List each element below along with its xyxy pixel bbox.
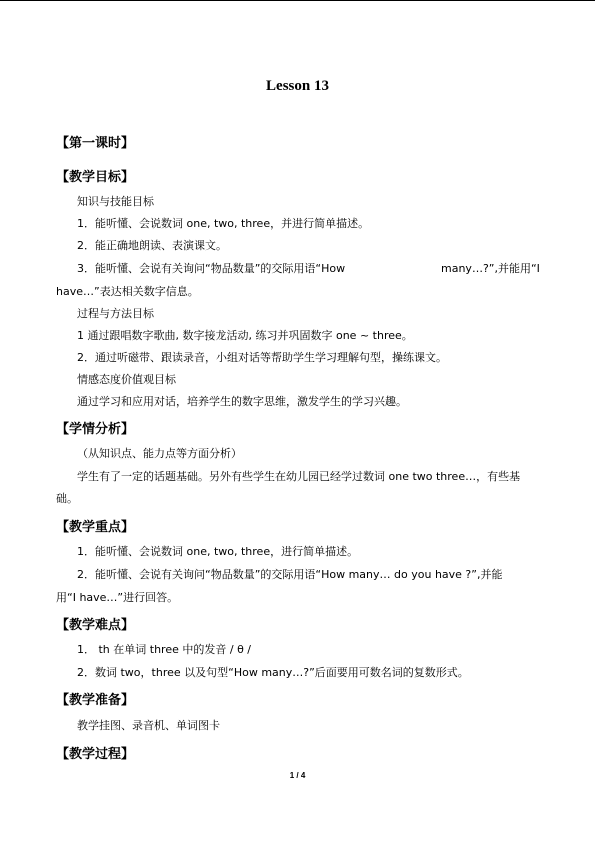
analysis-note: （从知识点、能力点等方面分析） [77, 447, 242, 460]
objective-k3-part2: many…?”,并能用“I [441, 262, 540, 275]
page-title: Lesson 13 [266, 78, 329, 94]
heading-process: 【教学过程】 [56, 747, 135, 762]
objective-e1: 通过学习和应用对话，培养学生的数字思维，激发学生的学习兴趣。 [77, 395, 407, 408]
objective-k3-part3: have…”表达相关数字信息。 [56, 285, 199, 298]
process-title: 过程与方法目标 [77, 307, 154, 320]
objective-p2: 2．通过听磁带、跟读录音，小组对话等帮助学生学习理解句型，操练课文。 [77, 351, 447, 364]
preparation-1: 教学挂图、录音机、单词图卡 [77, 719, 220, 732]
emotion-title: 情感态度价值观目标 [77, 373, 176, 386]
page-number: 1 / 4 [289, 771, 306, 780]
heading-key-points: 【教学重点】 [56, 520, 135, 535]
objective-k1: 1．能听懂、会说数词 one, two, three，并进行简单描述。 [77, 217, 370, 230]
objective-k3-part1: 3．能听懂、会说有关询问“物品数量”的交际用语“How [77, 262, 346, 275]
knowledge-title: 知识与技能目标 [77, 195, 154, 208]
objective-p1: 1 通过跟唱数字歌曲, 数字接龙活动, 练习并巩固数字 one ~ three。 [77, 329, 413, 342]
key-point-2-part2: 用“I have…”进行回答。 [56, 591, 179, 604]
heading-objectives: 【教学目标】 [56, 170, 135, 185]
difficulty-2: 2．数词 two，three 以及句型“How many…?”后面要用可数名词的复数形式。 [77, 666, 469, 679]
analysis-line2: 础。 [56, 492, 78, 505]
heading-preparation: 【教学准备】 [56, 693, 135, 708]
heading-difficulties: 【教学难点】 [56, 618, 135, 633]
heading-analysis: 【学情分析】 [56, 422, 135, 437]
heading-lesson1: 【第一课时】 [56, 136, 135, 151]
analysis-line1: 学生有了一定的话题基础。另外有些学生在幼儿园已经学过数词 one two three…，有些基 [77, 470, 521, 483]
objective-k2: 2．能正确地朗读、表演课文。 [77, 239, 227, 252]
key-point-1: 1．能听懂、会说数词 one, two, three，进行简单描述。 [77, 545, 359, 558]
key-point-2-part1: 2．能听懂、会说有关询问“物品数量”的交际用语“How many… do you have ?”,并能 [77, 568, 503, 581]
difficulty-1: 1． th 在单词 three 中的发音 / θ / [77, 643, 252, 656]
